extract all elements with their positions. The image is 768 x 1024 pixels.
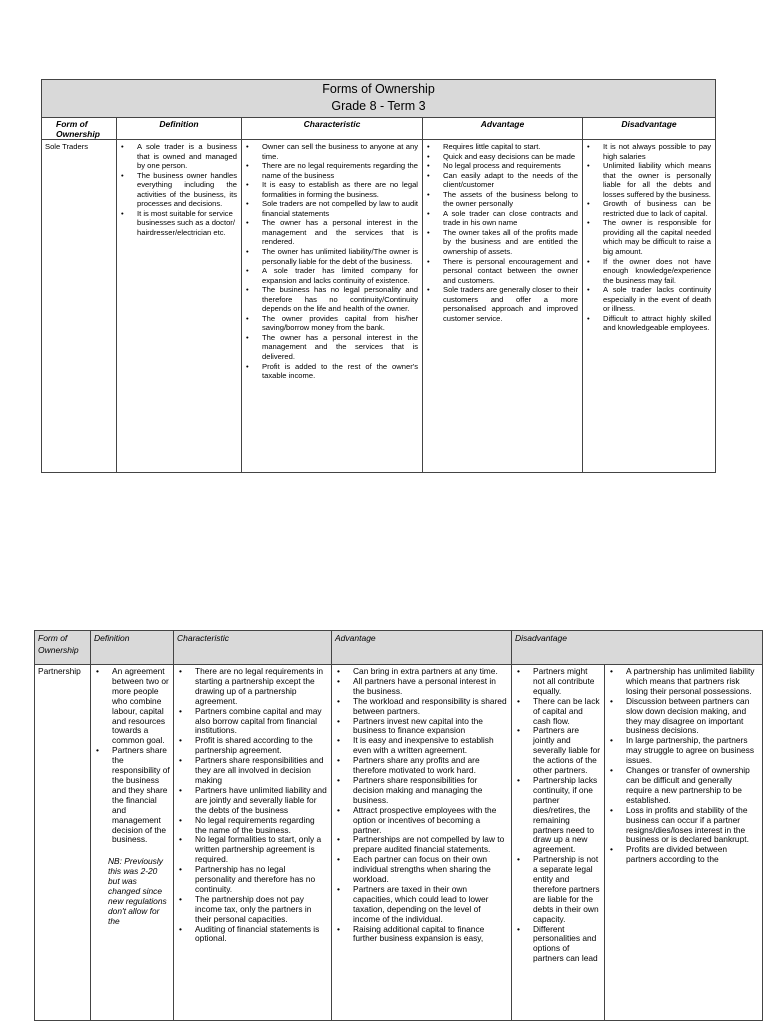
list-item: • Partners are jointly and severally liable for the actions of the other partners. [533, 726, 601, 776]
list-item: • Quick and easy decisions can be made [443, 152, 578, 162]
header-characteristic: Characteristic [174, 631, 332, 665]
list-item: • In large partnership, the partners may struggle to agree on business issues. [626, 736, 759, 766]
characteristic-list [246, 142, 418, 381]
list-item: • An agreement between two or more people who combine labour, capital and resources towards a common goal. [112, 667, 170, 746]
list-item: • All partners have a personal interest in the business. [353, 677, 508, 697]
list-item: • Partners share the responsibility of the business and they share the financial and management decision of the business. [112, 746, 170, 845]
list-item: • Auditing of financial statements is optional. [195, 925, 328, 945]
list-item: • Sole traders are generally closer to their customers and offer a more personalised approach and improved customer service. [443, 285, 578, 323]
advantage-cell [423, 140, 583, 473]
list-item: • Growth of business can be restricted due to lack of capital. [603, 199, 711, 218]
table-row [35, 665, 763, 1021]
header-characteristic: Characteristic [242, 118, 423, 140]
list-item: • It is not always possible to pay high salaries [603, 142, 711, 161]
disadvantage-list [608, 667, 759, 865]
list-item: • No legal formalities to start, only a written partnership agreement is required. [195, 835, 328, 865]
list-item: • Partnership lacks continuity, if one partner dies/retires, the remaining partners need to draw up a new agreement. [533, 776, 601, 855]
list-item: • Attract prospective employees with the option or incentives of becoming a partner. [353, 806, 508, 836]
list-item: • The owner has a personal interest in the management and the services that is rendered. [262, 218, 418, 247]
table-row [42, 140, 716, 473]
header-definition: Definition [91, 631, 174, 665]
list-item: • Partners invest new capital into the business to finance expansion [353, 717, 508, 737]
list-item: • The owner is responsible for providing all the capital needed which may be difficult to raise a big amount. [603, 218, 711, 256]
list-item: • Partners might not all contribute equally. [533, 667, 601, 697]
list-item: • The workload and responsibility is shared between partners. [353, 697, 508, 717]
list-item: • The owner takes all of the profits made by the business and are entitled the ownership of assets. [443, 228, 578, 257]
disadvantage-cell-right [605, 665, 763, 1021]
list-item: • Partnership has no legal personality and therefore has no continuity. [195, 865, 328, 895]
list-item: • No legal requirements regarding the name of the business. [195, 816, 328, 836]
characteristic-cell [174, 665, 332, 1021]
list-item: • The owner provides capital from his/her saving/borrow money from the bank. [262, 314, 418, 333]
list-item: • Loss in profits and stability of the business can occur if a partner resigns/dies/loses interest in the business or is declared bankrupt. [626, 806, 759, 846]
list-item: • Discussion between partners can slow down decision making, and they may disagree on important business decisions. [626, 697, 759, 737]
list-item: • Profit is shared according to the partnership agreement. [195, 736, 328, 756]
list-item: • If the owner does not have enough knowledge/experience the business may fail. [603, 257, 711, 286]
list-item: • The owner has unlimited liability/The owner is personally liable for the debt of the business. [262, 247, 418, 266]
list-item: • A sole trader can close contracts and trade in his own name [443, 209, 578, 228]
header-definition: Definition [117, 118, 242, 140]
list-item: • Partners share responsibilities and they are all involved in decision making [195, 756, 328, 786]
table-header-row [35, 631, 763, 665]
list-item: • Difficult to attract highly skilled and knowledgeable employees. [603, 314, 711, 333]
list-item: • A sole trader lacks continuity especially in the event of death or illness. [603, 285, 711, 314]
list-item: • It is easy to establish as there are no legal formalities in forming the business. [262, 180, 418, 199]
list-item: • Partners combine capital and may also borrow capital from financial institutions. [195, 707, 328, 737]
list-item: • A partnership has unlimited liability which means that partners risk losing their personal possessions. [626, 667, 759, 697]
header-disadvantage: Disadvantage [583, 118, 716, 140]
disadvantage-cell [583, 140, 716, 473]
list-item: • There are no legal requirements in starting a partnership except the drawing up of a partnership agreement. [195, 667, 328, 707]
form-cell: Partnership [35, 665, 91, 1021]
header-form-of-ownership: Form of Ownership [35, 631, 91, 665]
list-item: • No legal process and requirements [443, 161, 578, 171]
list-item: • Profit is added to the rest of the owner's taxable income. [262, 362, 418, 381]
list-item: • Partnerships are not compelled by law to prepare audited financial statements. [353, 835, 508, 855]
list-item: • Changes or transfer of ownership can be difficult and generally require a new partnership to be established. [626, 766, 759, 806]
list-item: • Profits are divided between partners according to the [626, 845, 759, 865]
header-advantage: Advantage [423, 118, 583, 140]
list-item: • There can be lack of capital and cash flow. [533, 697, 601, 727]
list-item: • Partners share responsibilities for decision making and managing the business. [353, 776, 508, 806]
list-item: • Owner can sell the business to anyone at any time. [262, 142, 418, 161]
list-item: • A sole trader has limited company for expansion and lacks continuity of existence. [262, 266, 418, 285]
list-item: • Sole traders are not compelled by law to audit financial statements [262, 199, 418, 218]
characteristic-list [177, 667, 328, 944]
form-cell: Sole Traders [42, 140, 117, 473]
disadvantage-cell-left [512, 665, 605, 1021]
definition-note: NB: Previously this was 2-20 but was changed since new regulations don't allow for the [108, 856, 167, 926]
list-item: • A sole trader is a business that is owned and managed by one person. [137, 142, 237, 171]
advantage-list [335, 667, 508, 944]
list-item: • Can easily adapt to the needs of the client/customer [443, 171, 578, 190]
list-item: • Unlimited liability which means that the owner is personally liable for all the debts and losses suffered by the business. [603, 161, 711, 199]
document-title: Forms of Ownership [322, 82, 435, 96]
list-item: • The owner has a personal interest in the management and the services that is delivered. [262, 333, 418, 362]
list-item: • The partnership does not pay income tax, only the partners in their personal capacities. [195, 895, 328, 925]
table-title-cell [42, 80, 716, 118]
list-item: • Partners share any profits and are therefore motivated to work hard. [353, 756, 508, 776]
list-item: • The assets of the business belong to the owner personally [443, 190, 578, 209]
document-subtitle: Grade 8 - Term 3 [331, 99, 426, 113]
definition-cell [117, 140, 242, 473]
list-item: • Partnership is not a separate legal entity and therefore partners are liable for the debts in their own capacity. [533, 855, 601, 924]
list-item: • Partners are taxed in their own capacities, which could lead to lower taxation, depending on the level of income of the individual. [353, 885, 508, 925]
advantage-list [427, 142, 578, 323]
definition-cell [91, 665, 174, 1021]
definition-list [94, 667, 170, 845]
list-item: • Each partner can focus on their own individual strengths when sharing the workload. [353, 855, 508, 885]
sole-traders-table [41, 79, 716, 473]
list-item: • It is easy and inexpensive to establish even with a written agreement. [353, 736, 508, 756]
definition-list [121, 142, 237, 237]
characteristic-cell [242, 140, 423, 473]
list-item: • The business owner handles everything including the activities of the business, its processes and decisions. [137, 171, 237, 209]
list-item: • Requires little capital to start. [443, 142, 578, 152]
table-header-row [42, 118, 716, 140]
list-item: • There is personal encouragement and personal contact between the owner and customers. [443, 257, 578, 286]
list-item: • Raising additional capital to finance further business expansion is easy, [353, 925, 508, 945]
list-item: • The business has no legal personality and therefore has no continuity/Continuity depends on the life and health of the owner. [262, 285, 418, 314]
disadvantage-list [587, 142, 711, 333]
list-item: • There are no legal requirements regarding the name of the business [262, 161, 418, 180]
header-advantage: Advantage [332, 631, 512, 665]
header-disadvantage: Disadvantage [512, 631, 763, 665]
partnership-table [34, 630, 763, 1021]
list-item: • It is most suitable for service businesses such as a doctor/hairdresser/electrician etc. [137, 209, 237, 238]
advantage-cell [332, 665, 512, 1021]
list-item: • Can bring in extra partners at any time. [353, 667, 508, 677]
disadvantage-list [515, 667, 601, 964]
header-form-of-ownership: Form of Ownership [42, 118, 117, 140]
list-item: • Different personalities and options of partners can lead [533, 925, 601, 965]
list-item: • Partners have unlimited liability and are jointly and severally liable for the debts of the business [195, 786, 328, 816]
